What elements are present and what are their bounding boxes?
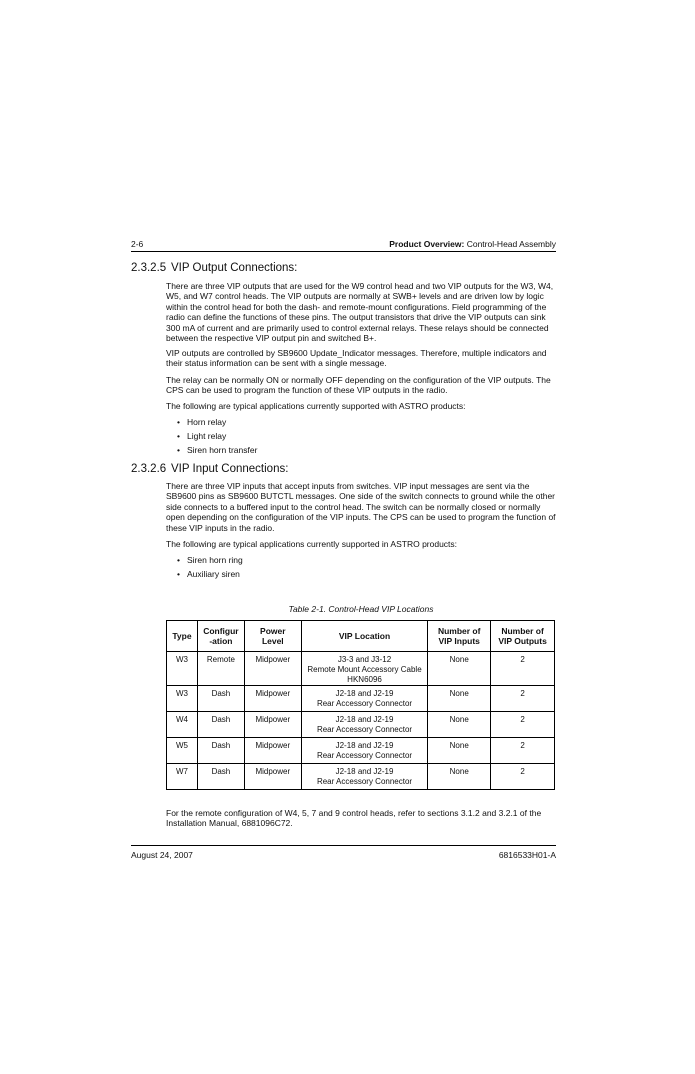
table-cell: Dash bbox=[197, 738, 244, 764]
table-cell: 2 bbox=[491, 712, 555, 738]
section-title: VIP Output Connections: bbox=[171, 262, 298, 274]
page-number: 2-6 bbox=[131, 239, 144, 249]
table-caption: Table 2-1. Control-Head VIP Locations bbox=[288, 604, 434, 614]
table-cell: Midpower bbox=[244, 686, 301, 712]
table-cell: None bbox=[428, 738, 491, 764]
header-cell bbox=[197, 621, 244, 652]
table-cell: 2 bbox=[491, 738, 555, 764]
paragraph: VIP outputs are controlled by SB9600 Update_Indicator messages. Therefore, multiple indicators and their status information can be sent with a single message. bbox=[166, 348, 547, 369]
table-cell: Dash bbox=[197, 712, 244, 738]
list-item: • Horn relay bbox=[177, 415, 257, 429]
section-heading-vip-input bbox=[131, 463, 288, 475]
table-cell: J2-18 and J2-19 Rear Accessory Connector bbox=[301, 686, 428, 712]
table-row bbox=[167, 686, 555, 712]
table-cell: Midpower bbox=[244, 738, 301, 764]
header-cell-text: Configur -ation bbox=[203, 626, 239, 646]
footer-rule bbox=[131, 845, 556, 846]
table-row bbox=[167, 712, 555, 738]
header-cell: VIP Location bbox=[301, 621, 428, 652]
table-row bbox=[167, 764, 555, 790]
closing-paragraph: For the remote configuration of W4, 5, 7 and 9 control heads, refer to sections 3.1.2 and 3.2.1 of the Installation Manual, 6881096C72. bbox=[166, 808, 542, 829]
section-heading-vip-output bbox=[131, 262, 297, 274]
table-cell: J2-18 and J2-19 Rear Accessory Connector bbox=[301, 712, 428, 738]
header-cell-text: Number of VIP Inputs bbox=[437, 626, 481, 646]
table-cell: J3-3 and J3-12 Remote Mount Accessory Cable HKN6096 bbox=[301, 652, 428, 686]
table-cell: W4 bbox=[167, 712, 198, 738]
table-cell: J2-18 and J2-19 Rear Accessory Connector bbox=[301, 738, 428, 764]
header-cell-text: Power Level bbox=[260, 626, 286, 646]
table-cell: W3 bbox=[167, 686, 198, 712]
section-title: VIP Input Connections: bbox=[171, 463, 289, 475]
header-rule bbox=[131, 251, 556, 252]
table-cell: None bbox=[428, 764, 491, 790]
table-row bbox=[167, 652, 555, 686]
table-cell: Midpower bbox=[244, 652, 301, 686]
table-row bbox=[167, 738, 555, 764]
table-cell: Midpower bbox=[244, 764, 301, 790]
table-cell: W7 bbox=[167, 764, 198, 790]
list-item: • Auxiliary siren bbox=[177, 567, 243, 581]
table-cell: 2 bbox=[491, 686, 555, 712]
table-cell: J2-18 and J2-19 Rear Accessory Connector bbox=[301, 764, 428, 790]
paragraph: There are three VIP inputs that accept inputs from switches. VIP input messages are sent via the SB9600 pins as SB9600 BUTCTL messages. One side of the switch connects to ground while the other side connects to a buffered input to the control head. The switch can be normally closed or normally open depending on the configuration of the VIP inputs. The CPS can be used to program the function of these VIP inputs in the radio. bbox=[166, 481, 556, 533]
table-cell: None bbox=[428, 686, 491, 712]
paragraph: The relay can be normally ON or normally OFF depending on the configuration of the VIP outputs. The CPS can be used to program the function of these VIP outputs in the radio. bbox=[166, 375, 551, 396]
table-cell: Midpower bbox=[244, 712, 301, 738]
table-cell: W3 bbox=[167, 652, 198, 686]
paragraph: The following are typical applications currently supported with ASTRO products: bbox=[166, 401, 466, 411]
header-cell bbox=[244, 621, 301, 652]
list-item: • Siren horn ring bbox=[177, 553, 243, 567]
table-cell: Dash bbox=[197, 686, 244, 712]
header-cell: Type bbox=[167, 621, 198, 652]
table-cell: Remote bbox=[197, 652, 244, 686]
vip-locations-table bbox=[166, 620, 555, 790]
page-header bbox=[131, 237, 556, 251]
section-number: 2.3.2.6 bbox=[131, 463, 167, 475]
table-cell: 2 bbox=[491, 652, 555, 686]
footer-doc-number: 6816533H01-A bbox=[498, 850, 556, 860]
header-cell-text: Number of VIP Outputs bbox=[498, 626, 547, 646]
header-title-rest: Control-Head Assembly bbox=[464, 239, 556, 249]
bullet-list bbox=[177, 415, 257, 457]
bullet-list bbox=[177, 553, 243, 581]
list-item: • Light relay bbox=[177, 429, 257, 443]
header-cell bbox=[491, 621, 555, 652]
table-cell: None bbox=[428, 652, 491, 686]
table-cell: 2 bbox=[491, 764, 555, 790]
footer-date: August 24, 2007 bbox=[131, 850, 193, 860]
table-cell: W5 bbox=[167, 738, 198, 764]
table-cell: None bbox=[428, 712, 491, 738]
paragraph: The following are typical applications currently supported in ASTRO products: bbox=[166, 539, 458, 549]
header-cell bbox=[428, 621, 491, 652]
header-title-bold: Product Overview: bbox=[389, 239, 465, 249]
section-number: 2.3.2.5 bbox=[131, 262, 167, 274]
list-item: • Siren horn transfer bbox=[177, 443, 257, 457]
paragraph: There are three VIP outputs that are used for the W9 control head and two VIP outputs for the W3, W4, W5, and W7 control heads. The VIP outputs are normally at SWB+ levels and are driven low by logic within the control head for both the dash- and remote-mount configurations. Field programming of the radio can define the functions of these pins. The output transistors that drive the VIP outputs can sink 300 mA of current and are primarily used to control external relays. These relays should be connected between the respective VIP output pin and switched B+. bbox=[166, 281, 554, 344]
table-cell: Dash bbox=[197, 764, 244, 790]
header-title bbox=[389, 239, 556, 249]
table-header-row bbox=[167, 621, 555, 652]
